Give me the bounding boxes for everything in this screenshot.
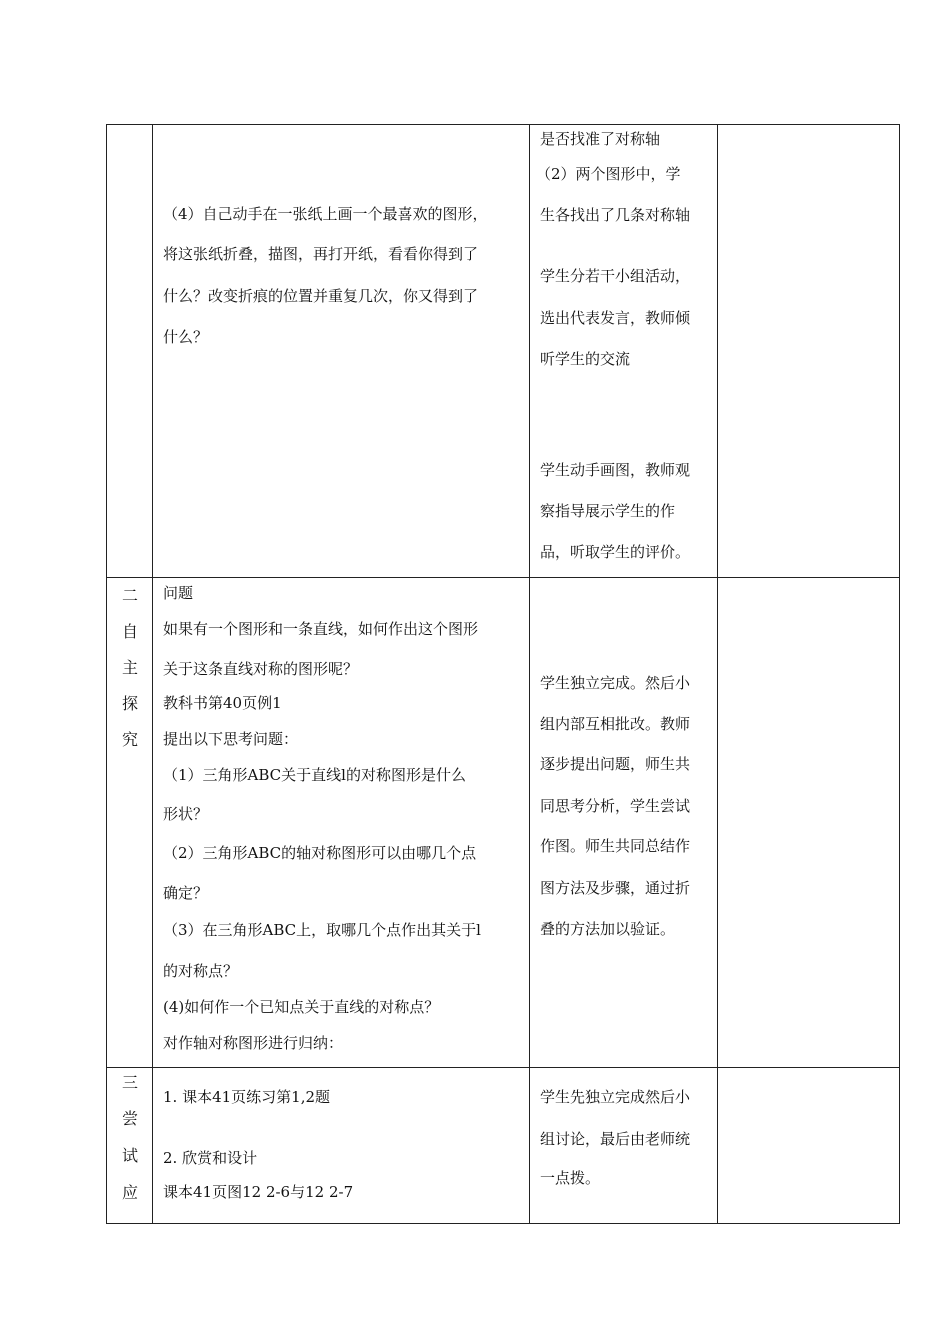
activity-line: 同思考分析，学生尝试 <box>540 797 691 815</box>
stage-label-char: 究 <box>121 730 138 749</box>
activity-line: 叠的方法加以验证。 <box>540 920 676 938</box>
lesson-plan-table <box>106 124 900 1224</box>
content-line: 的对称点？ <box>163 962 239 980</box>
activity-line: 图方法及步骤，通过折 <box>540 879 691 897</box>
activity-line: 听学生的交流 <box>540 350 631 368</box>
content-line: 关于这条直线对称的图形呢？ <box>163 660 359 678</box>
content-line: 将这张纸折叠，描图，再打开纸，看看你得到了 <box>163 245 479 263</box>
content-line: 1. 课本41页练习第1,2题 <box>163 1088 331 1106</box>
content-line: 提出以下思考问题： <box>163 730 299 748</box>
activity-line: 察指导展示学生的作 <box>540 502 676 520</box>
content-line: （1）三角形ABC关于直线l的对称图形是什么 <box>163 766 466 784</box>
notes-cell <box>718 1068 900 1224</box>
table-row <box>107 578 900 1068</box>
notes-cell <box>718 578 900 1068</box>
stage-label-char: 探 <box>121 694 138 713</box>
stage-label-cell <box>107 1068 153 1224</box>
stage-label-char: 自 <box>121 622 138 641</box>
content-line: （3）在三角形ABC上，取哪几个点作出其关于l <box>163 921 481 939</box>
table-row <box>107 1068 900 1224</box>
content-line: 课本41页图12 2-6与12 2-7 <box>163 1183 354 1201</box>
activity-line: 品，听取学生的评价。 <box>540 543 691 561</box>
stage-label-char: 三 <box>121 1073 138 1092</box>
activity-line: 生各找出了几条对称轴 <box>540 206 691 224</box>
activity-line: 组内部互相批改。教师 <box>540 715 691 733</box>
content-line: 2. 欣赏和设计 <box>163 1149 258 1167</box>
activity-line: 逐步提出问题，师生共 <box>540 755 691 773</box>
content-line: 对作轴对称图形进行归纳： <box>163 1034 344 1052</box>
content-line: (4)如何作一个已知点关于直线的对称点？ <box>163 998 440 1016</box>
content-line: 形状？ <box>163 805 209 823</box>
activity-line: 作图。师生共同总结作 <box>540 837 691 855</box>
content-line: 如果有一个图形和一条直线，如何作出这个图形 <box>163 620 479 638</box>
content-line: 问题 <box>163 584 194 602</box>
table-row <box>107 125 900 578</box>
stage-label-char: 主 <box>121 658 138 677</box>
activity-line: 一点拨。 <box>540 1169 601 1187</box>
content-cell <box>153 125 530 578</box>
activity-line: 学生独立完成。然后小 <box>540 674 691 692</box>
stage-label-char: 尝 <box>121 1109 138 1128</box>
activity-cell <box>530 1068 718 1224</box>
notes-cell <box>718 125 900 578</box>
stage-label-char: 二 <box>121 586 138 605</box>
activity-cell <box>530 125 718 578</box>
activity-line: （2）两个图形中，学 <box>536 165 681 183</box>
activity-line: 选出代表发言，教师倾 <box>540 309 691 327</box>
stage-label-char: 试 <box>121 1146 138 1165</box>
content-line: 什么？改变折痕的位置并重复几次，你又得到了 <box>163 287 479 305</box>
activity-line: 组讨论，最后由老师统 <box>540 1130 691 1148</box>
content-cell <box>153 578 530 1068</box>
content-line: 教科书第40页例1 <box>163 694 282 712</box>
content-line: 确定？ <box>163 884 209 902</box>
content-line: 什么？ <box>163 328 209 346</box>
content-cell <box>153 1068 530 1224</box>
content-line: （4）自己动手在一张纸上画一个最喜欢的图形， <box>163 205 488 223</box>
activity-line: 学生动手画图，教师观 <box>540 461 691 479</box>
content-line: （2）三角形ABC的轴对称图形可以由哪几个点 <box>163 844 477 862</box>
stage-label-char: 应 <box>121 1183 138 1202</box>
activity-line: 学生分若干小组活动， <box>540 267 691 285</box>
activity-line: 学生先独立完成然后小 <box>540 1088 691 1106</box>
stage-label-cell <box>107 578 153 1068</box>
activity-cell <box>530 578 718 1068</box>
stage-label-cell <box>107 125 153 578</box>
activity-line: 是否找准了对称轴 <box>540 130 661 148</box>
